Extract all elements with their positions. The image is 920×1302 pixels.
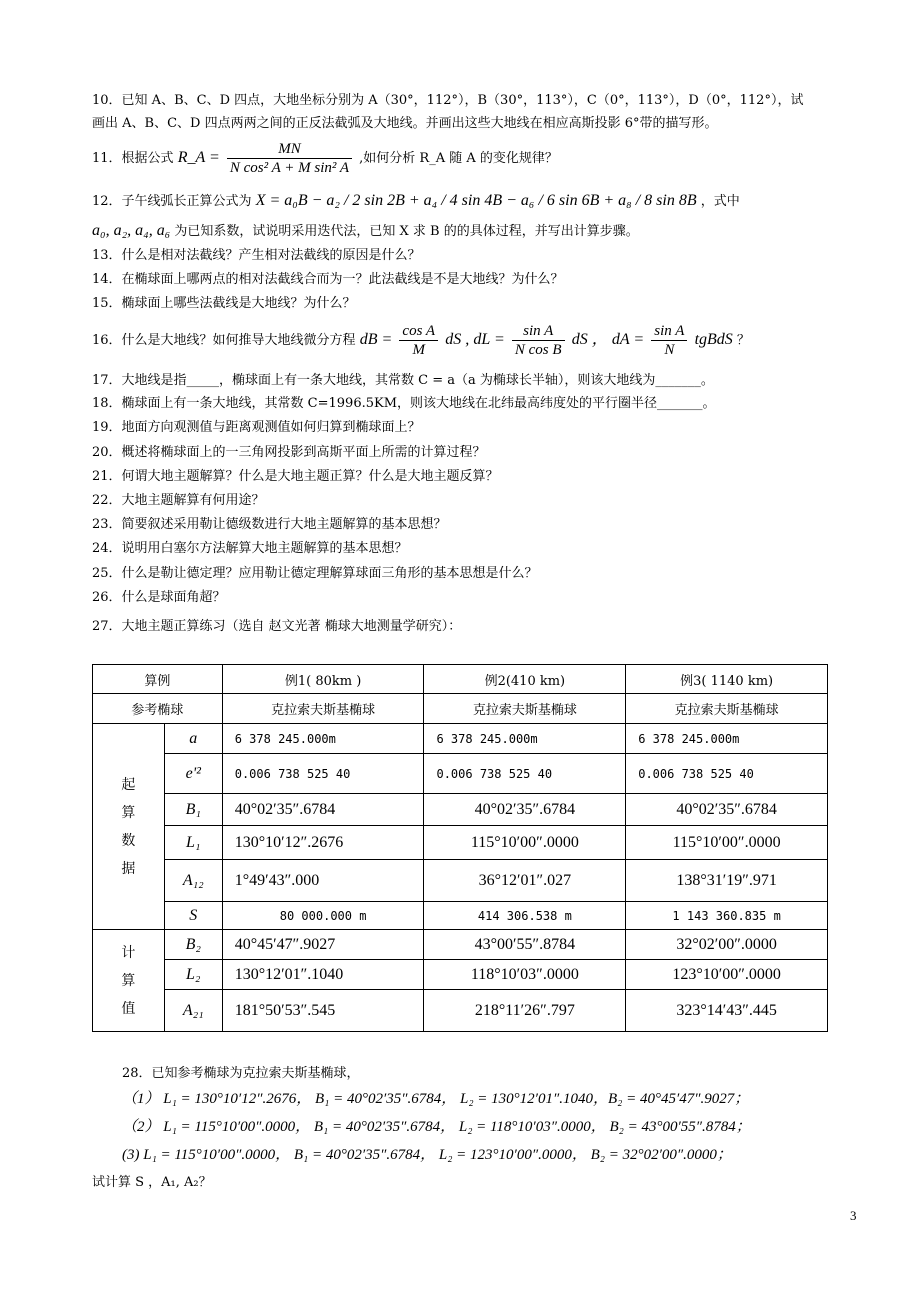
question-28-title: 28．已知参考椭球为克拉索夫斯基椭球， (122, 1066, 360, 1081)
ellipsoid-example-2: 克拉索夫斯基椭球 (424, 694, 626, 724)
value-cell: 118°10′03″.0000 (424, 960, 626, 990)
symbol-cell: B₂ (164, 930, 222, 960)
question-13: 13．什么是相对法截线？产生相对法截线的原因是什么？ (92, 248, 421, 263)
value-cell: 32°02′00″.0000 (626, 930, 828, 960)
question-12-line1 (92, 192, 740, 211)
q16-f3-rhs: tgBdS (694, 331, 733, 348)
value-cell: 36°12′01″.027 (424, 860, 626, 902)
q16-f3-numerator: sin A (651, 322, 687, 341)
question-25: 25．什么是勒让德定理？应用勒让德定理解算球面三角形的基本思想是什么？ (92, 566, 538, 581)
table-header-row (93, 665, 828, 694)
table-row (93, 860, 828, 902)
question-28-ask: 试计算 S ，A₁, A₂？ (92, 1175, 212, 1190)
header-case: 算例 (93, 665, 223, 694)
q16-f2-rhs: dS ， (571, 331, 608, 348)
table-row (93, 754, 828, 794)
ellipsoid-example-1: 克拉索夫斯基椭球 (222, 694, 424, 724)
q12-formula: X = a₀B − a₂ / 2 sin 2B + a₄ / 4 sin 4B − a₆ / 6 sin 6B + a₈ / 8 sin 8B (255, 192, 697, 209)
q11-numerator: MN (227, 140, 352, 159)
group-char: 据 (121, 860, 136, 877)
row-label-ellipsoid: 参考椭球 (93, 694, 223, 724)
value-cell: 181°50′53″.545 (222, 990, 424, 1032)
table-row (93, 902, 828, 930)
q16-f2-denominator: N cos B (514, 342, 562, 358)
table-ellipsoid-row (93, 694, 828, 724)
q16-suffix: ？ (736, 333, 750, 348)
q11-suffix: ,如何分析 R_A 随 A 的变化规律？ (359, 151, 558, 166)
value-cell: 6 378 245.000m (222, 724, 424, 754)
question-28-case-1: （1） L₁ = 130°10′12″.2676， B₁ = 40°02′35″.6784， L₂ = 130°12′01″.1040，B₂ = 40°45′47″.9027； (122, 1091, 750, 1107)
symbol-cell: e'² (164, 754, 222, 794)
page-number: 3 (850, 1208, 857, 1223)
question-24: 24．说明用白塞尔方法解算大地主题解算的基本思想？ (92, 541, 408, 556)
symbol-cell: A₁₂ (164, 860, 222, 902)
group-char: 算 (121, 972, 136, 989)
value-cell: 0.006 738 525 40 (424, 754, 626, 794)
header-example-3: 例3( 1140 km) (626, 665, 828, 694)
table-row (93, 930, 828, 960)
geodetic-problem-table (92, 664, 828, 1032)
question-15: 15．椭球面上哪些法截线是大地线？为什么？ (92, 296, 356, 311)
q16-f3-lhs: dA = (611, 331, 645, 348)
question-21: 21．何谓大地主题解算？什么是大地主题正算？什么是大地主题反算？ (92, 469, 499, 484)
question-16 (92, 322, 750, 359)
value-cell: 0.006 738 525 40 (222, 754, 424, 794)
q11-prefix: 11．根据公式 (92, 151, 174, 166)
group-char: 数 (121, 832, 136, 849)
q12-description: 为已知系数，试说明采用迭代法，已知 X 求 B 的的具体过程，并写出计算步骤。 (174, 224, 639, 239)
table-row (93, 826, 828, 860)
q16-f1-lhs: dB = (359, 331, 393, 348)
question-12-line2 (92, 222, 639, 241)
ellipsoid-example-3: 克拉索夫斯基椭球 (626, 694, 828, 724)
value-cell: 40°02′35″.6784 (222, 794, 424, 826)
group-char: 起 (121, 776, 136, 793)
value-cell: 6 378 245.000m (626, 724, 828, 754)
value-cell: 130°12′01″.1040 (222, 960, 424, 990)
question-26: 26．什么是球面角超？ (92, 590, 226, 605)
q12-suffix: ，式中 (700, 194, 740, 209)
q11-lhs: R_A = (177, 149, 220, 166)
value-cell: 40°02′35″.6784 (424, 794, 626, 826)
question-28-case-3: (3) L₁ = 115°10′00″.0000， B₁ = 40°02′35″.6784， L₂ = 123°10′00″.0000， B₂ = 32°02′00″.0000； (122, 1147, 732, 1163)
q16-f1-rhs: dS , (445, 331, 470, 348)
group-char: 算 (121, 804, 136, 821)
question-17: 17．大地线是指_____，椭球面上有一条大地线，其常数 C = a（a 为椭球长半轴），则该大地线为_______。 (92, 373, 714, 388)
symbol-cell: A₂₁ (164, 990, 222, 1032)
value-cell: 6 378 245.000m (424, 724, 626, 754)
question-10-line1: 10．已知 A、B、C、D 四点，大地坐标分别为 A（30°，112°），B（30°，113°），C（0°，113°），D（0°，112°），试 (92, 93, 804, 108)
table-row (93, 990, 828, 1032)
q11-denominator: N cos² A + M sin² A (229, 160, 350, 176)
group-char: 计 (121, 944, 136, 961)
value-cell: 1°49′43″.000 (222, 860, 424, 902)
value-cell: 323°14′43″.445 (626, 990, 828, 1032)
value-cell: 414 306.538 m (424, 902, 626, 930)
value-cell: 115°10′00″.0000 (424, 826, 626, 860)
value-cell: 138°31′19″.971 (626, 860, 828, 902)
header-example-1: 例1( 80km ) (222, 665, 424, 694)
question-28-case-2: （2） L₁ = 115°10′00″.0000， B₁ = 40°02′35″.6784， L₂ = 118°10′03″.0000， B₂ = 43°00′55″.8784； (122, 1119, 751, 1135)
question-20: 20．概述将椭球面上的一三角网投影到高斯平面上所需的计算过程？ (92, 445, 486, 460)
question-11 (92, 140, 558, 177)
symbol-cell: L₁ (164, 826, 222, 860)
group-label-computed (93, 930, 165, 1032)
symbol-cell: a (164, 724, 222, 754)
q16-f2-numerator: sin A (512, 322, 565, 341)
question-19: 19．地面方向观测值与距离观测值如何归算到椭球面上？ (92, 420, 421, 435)
question-22: 22．大地主题解算有何用途？ (92, 493, 265, 508)
table-row (93, 724, 828, 754)
q12-prefix: 12．子午线弧长正算公式为 (92, 194, 252, 209)
value-cell: 115°10′00″.0000 (626, 826, 828, 860)
question-10-line2: 画出 A、B、C、D 四点两两之间的正反法截弧及大地线。并画出这些大地线在相应高斯投影 6°带的描写形。 (92, 116, 718, 131)
value-cell: 40°45′47″.9027 (222, 930, 424, 960)
question-18: 18．椭球面上有一条大地线，其常数 C=1996.5KM，则该大地线在北纬最高纬度处的平行圈半径_______。 (92, 396, 716, 411)
value-cell: 1 143 360.835 m (626, 902, 828, 930)
question-27: 27．大地主题正算练习（选自 赵文光著 椭球大地测量学研究）： (92, 619, 462, 634)
q12-coefficients: a₀, a₂, a₄, a₆ (92, 222, 171, 239)
question-14: 14．在椭球面上哪两点的相对法截线合而为一？此法截线是不是大地线？为什么？ (92, 272, 564, 287)
q16-f1-denominator: M (412, 342, 425, 358)
symbol-cell: S (164, 902, 222, 930)
value-cell: 123°10′00″.0000 (626, 960, 828, 990)
q16-f1-numerator: cos A (399, 322, 438, 341)
value-cell: 80 000.000 m (222, 902, 424, 930)
q16-f2-fraction (512, 322, 565, 359)
header-example-2: 例2(410 km) (424, 665, 626, 694)
q16-f3-denominator: N (664, 342, 675, 358)
value-cell: 43°00′55″.8784 (424, 930, 626, 960)
value-cell: 130°10′12″.2676 (222, 826, 424, 860)
table-row (93, 794, 828, 826)
symbol-cell: B₁ (164, 794, 222, 826)
q16-f3-fraction (651, 322, 687, 359)
value-cell: 40°02′35″.6784 (626, 794, 828, 826)
q16-f2-lhs: dL = (473, 331, 505, 348)
symbol-cell: L₂ (164, 960, 222, 990)
q16-f1-fraction (399, 322, 438, 359)
q16-prefix: 16．什么是大地线？如何推导大地线微分方程 (92, 333, 356, 348)
q11-fraction (227, 140, 352, 177)
value-cell: 0.006 738 525 40 (626, 754, 828, 794)
value-cell: 218°11′26″.797 (424, 990, 626, 1032)
group-char: 值 (121, 1000, 136, 1017)
question-23: 23．简要叙述采用勒让德级数进行大地主题解算的基本思想？ (92, 517, 447, 532)
table-row (93, 960, 828, 990)
group-label-start-data (93, 724, 165, 930)
